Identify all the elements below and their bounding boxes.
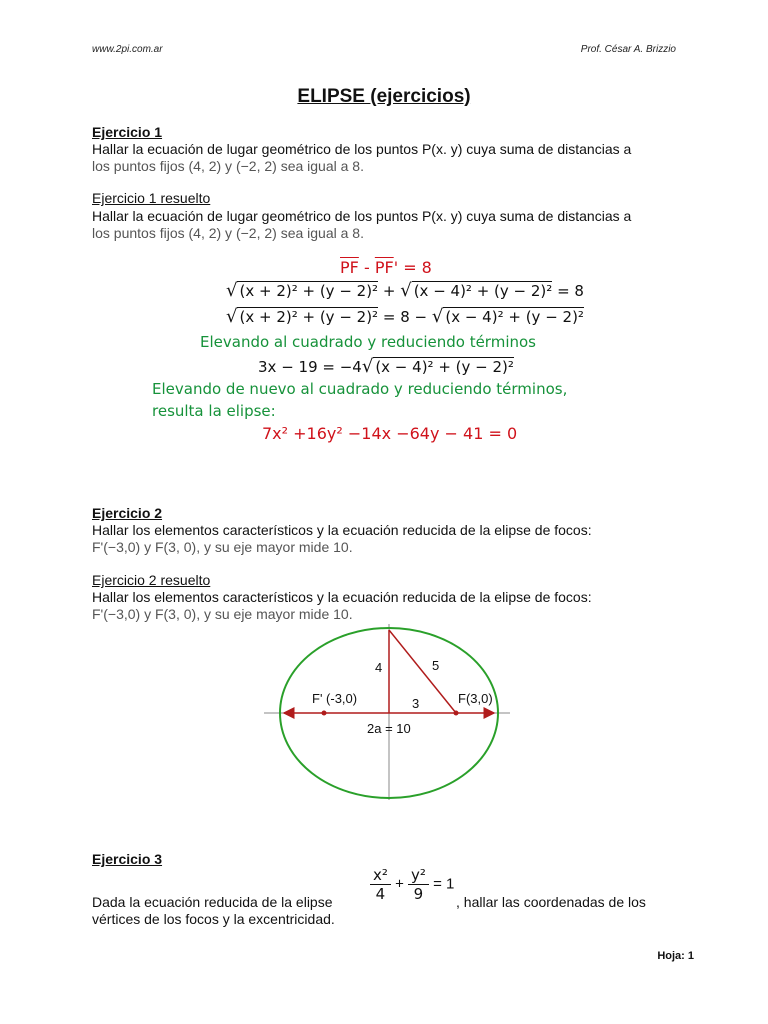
eq-l2-eq: = 8 (557, 282, 584, 300)
eq-pf2: $\overline{PF}$ (374, 258, 394, 277)
eq-l2-b: (x − 4)² + (y − 2)² (413, 282, 553, 300)
radical-icon: √ (226, 306, 238, 327)
ellipse-diagram (262, 622, 512, 802)
ex3-post: , hallar las coordenadas de los (456, 894, 646, 910)
eq-step1: Elevando al cuadrado y reduciendo términos (200, 333, 536, 351)
ex3-eq: = 1 (433, 875, 455, 893)
frac-x-den: 4 (375, 885, 386, 903)
ex1-line2: los puntos fijos (4, 2) y (−2, 2) sea igual a 8. (92, 158, 364, 174)
ex3-plus: + (395, 875, 404, 893)
frac-y-den: 9 (413, 885, 424, 903)
header-author: Prof. César A. Brizzio (580, 44, 676, 55)
ex2-solved-line2: F'(−3,0) y F(3, 0), y su eje mayor mide 10. (92, 606, 353, 622)
eq-l2-plus: + (382, 282, 396, 300)
ex1-text (92, 141, 692, 175)
ex2-text (92, 522, 692, 556)
ex2-line2: F'(−3,0) y F(3, 0), y su eje mayor mide 10. (92, 539, 353, 555)
ex1-heading: Ejercicio 1 (92, 124, 163, 140)
page-number: Hoja: 1 (657, 950, 694, 962)
header-website: www.2pi.com.ar (92, 44, 163, 55)
eq-prime: ' (393, 258, 399, 277)
ex1-solved-heading: Ejercicio 1 resuelto (92, 190, 211, 206)
eq-line3 (226, 306, 584, 327)
page-title: ELIPSE (ejercicios) (297, 86, 471, 107)
equations-block (150, 250, 650, 450)
eq-l3-b: (x − 4)² + (y − 2)² (445, 308, 584, 326)
hypotenuse-line (389, 630, 456, 713)
radical-icon: √ (361, 356, 374, 377)
eq-pf1: $\overline{PF}$ (340, 258, 359, 277)
radical-icon: √ (226, 280, 238, 301)
eq-l3-a: (x + 2)² + (y − 2)² (239, 308, 379, 326)
eq-eq8: = 8 (403, 258, 432, 277)
eq-l2-a: (x + 2)² + (y − 2)² (239, 282, 379, 300)
ex1-solved-line2: los puntos fijos (4, 2) y (−2, 2) sea igual a 8. (92, 225, 364, 241)
eq-step2a: Elevando de nuevo al cuadrado y reduciendo términos, (152, 380, 568, 398)
ex1-solved-text (92, 208, 692, 242)
ex3-formula (370, 866, 454, 903)
eq-pf-sum (340, 258, 432, 277)
eq-l4-a: 3x − 19 = −4 (258, 358, 362, 376)
radical-icon: √ (431, 306, 444, 327)
focus-left-label: F' (-3,0) (312, 691, 358, 706)
label-5: 5 (432, 658, 440, 673)
frac-x (370, 866, 391, 903)
ex1-solved-line1: Hallar la ecuación de lugar geométrico de los puntos P(x. y) cuya suma de distancias a (92, 208, 632, 224)
ex3-text-post (456, 894, 696, 911)
frac-y (408, 866, 429, 903)
ex3-pre: Dada la ecuación reducida de la elipse (92, 894, 333, 910)
frac-y-num: y² (408, 866, 429, 885)
ex2-solved-heading: Ejercicio 2 resuelto (92, 572, 211, 588)
major-axis-label: 2a = 10 (367, 721, 411, 736)
focus-left-point (322, 711, 327, 716)
eq-l3-mid: = 8 − (382, 308, 428, 326)
eq-line2 (226, 280, 584, 301)
eq-line4 (258, 356, 514, 377)
ex2-solved-text (92, 589, 692, 623)
ex3-heading: Ejercicio 3 (92, 851, 163, 867)
frac-x-num: x² (370, 866, 391, 885)
focus-right-label: F(3,0) (458, 691, 493, 706)
label-4: 4 (375, 660, 383, 675)
eq-step2b: resulta la elipse: (152, 402, 276, 420)
eq-minus: - (363, 258, 370, 277)
eq-l4-b: (x − 4)² + (y − 2)² (375, 358, 514, 376)
label-3: 3 (412, 696, 420, 711)
ex3-line2: vértices de los focos y la excentricidad. (92, 911, 335, 927)
ex2-solved-line1: Hallar los elementos característicos y la ecuación reducida de la elipse de focos: (92, 589, 592, 605)
focus-right-point (454, 711, 459, 716)
ex1-line1: Hallar la ecuación de lugar geométrico de los puntos P(x. y) cuya suma de distancias a (92, 141, 632, 157)
radical-icon: √ (400, 280, 412, 301)
ex2-line1: Hallar los elementos característicos y la ecuación reducida de la elipse de focos: (92, 522, 592, 538)
ex2-heading: Ejercicio 2 (92, 505, 163, 521)
eq-final: 7x² +16y² −14x −64y − 41 = 0 (262, 424, 518, 443)
